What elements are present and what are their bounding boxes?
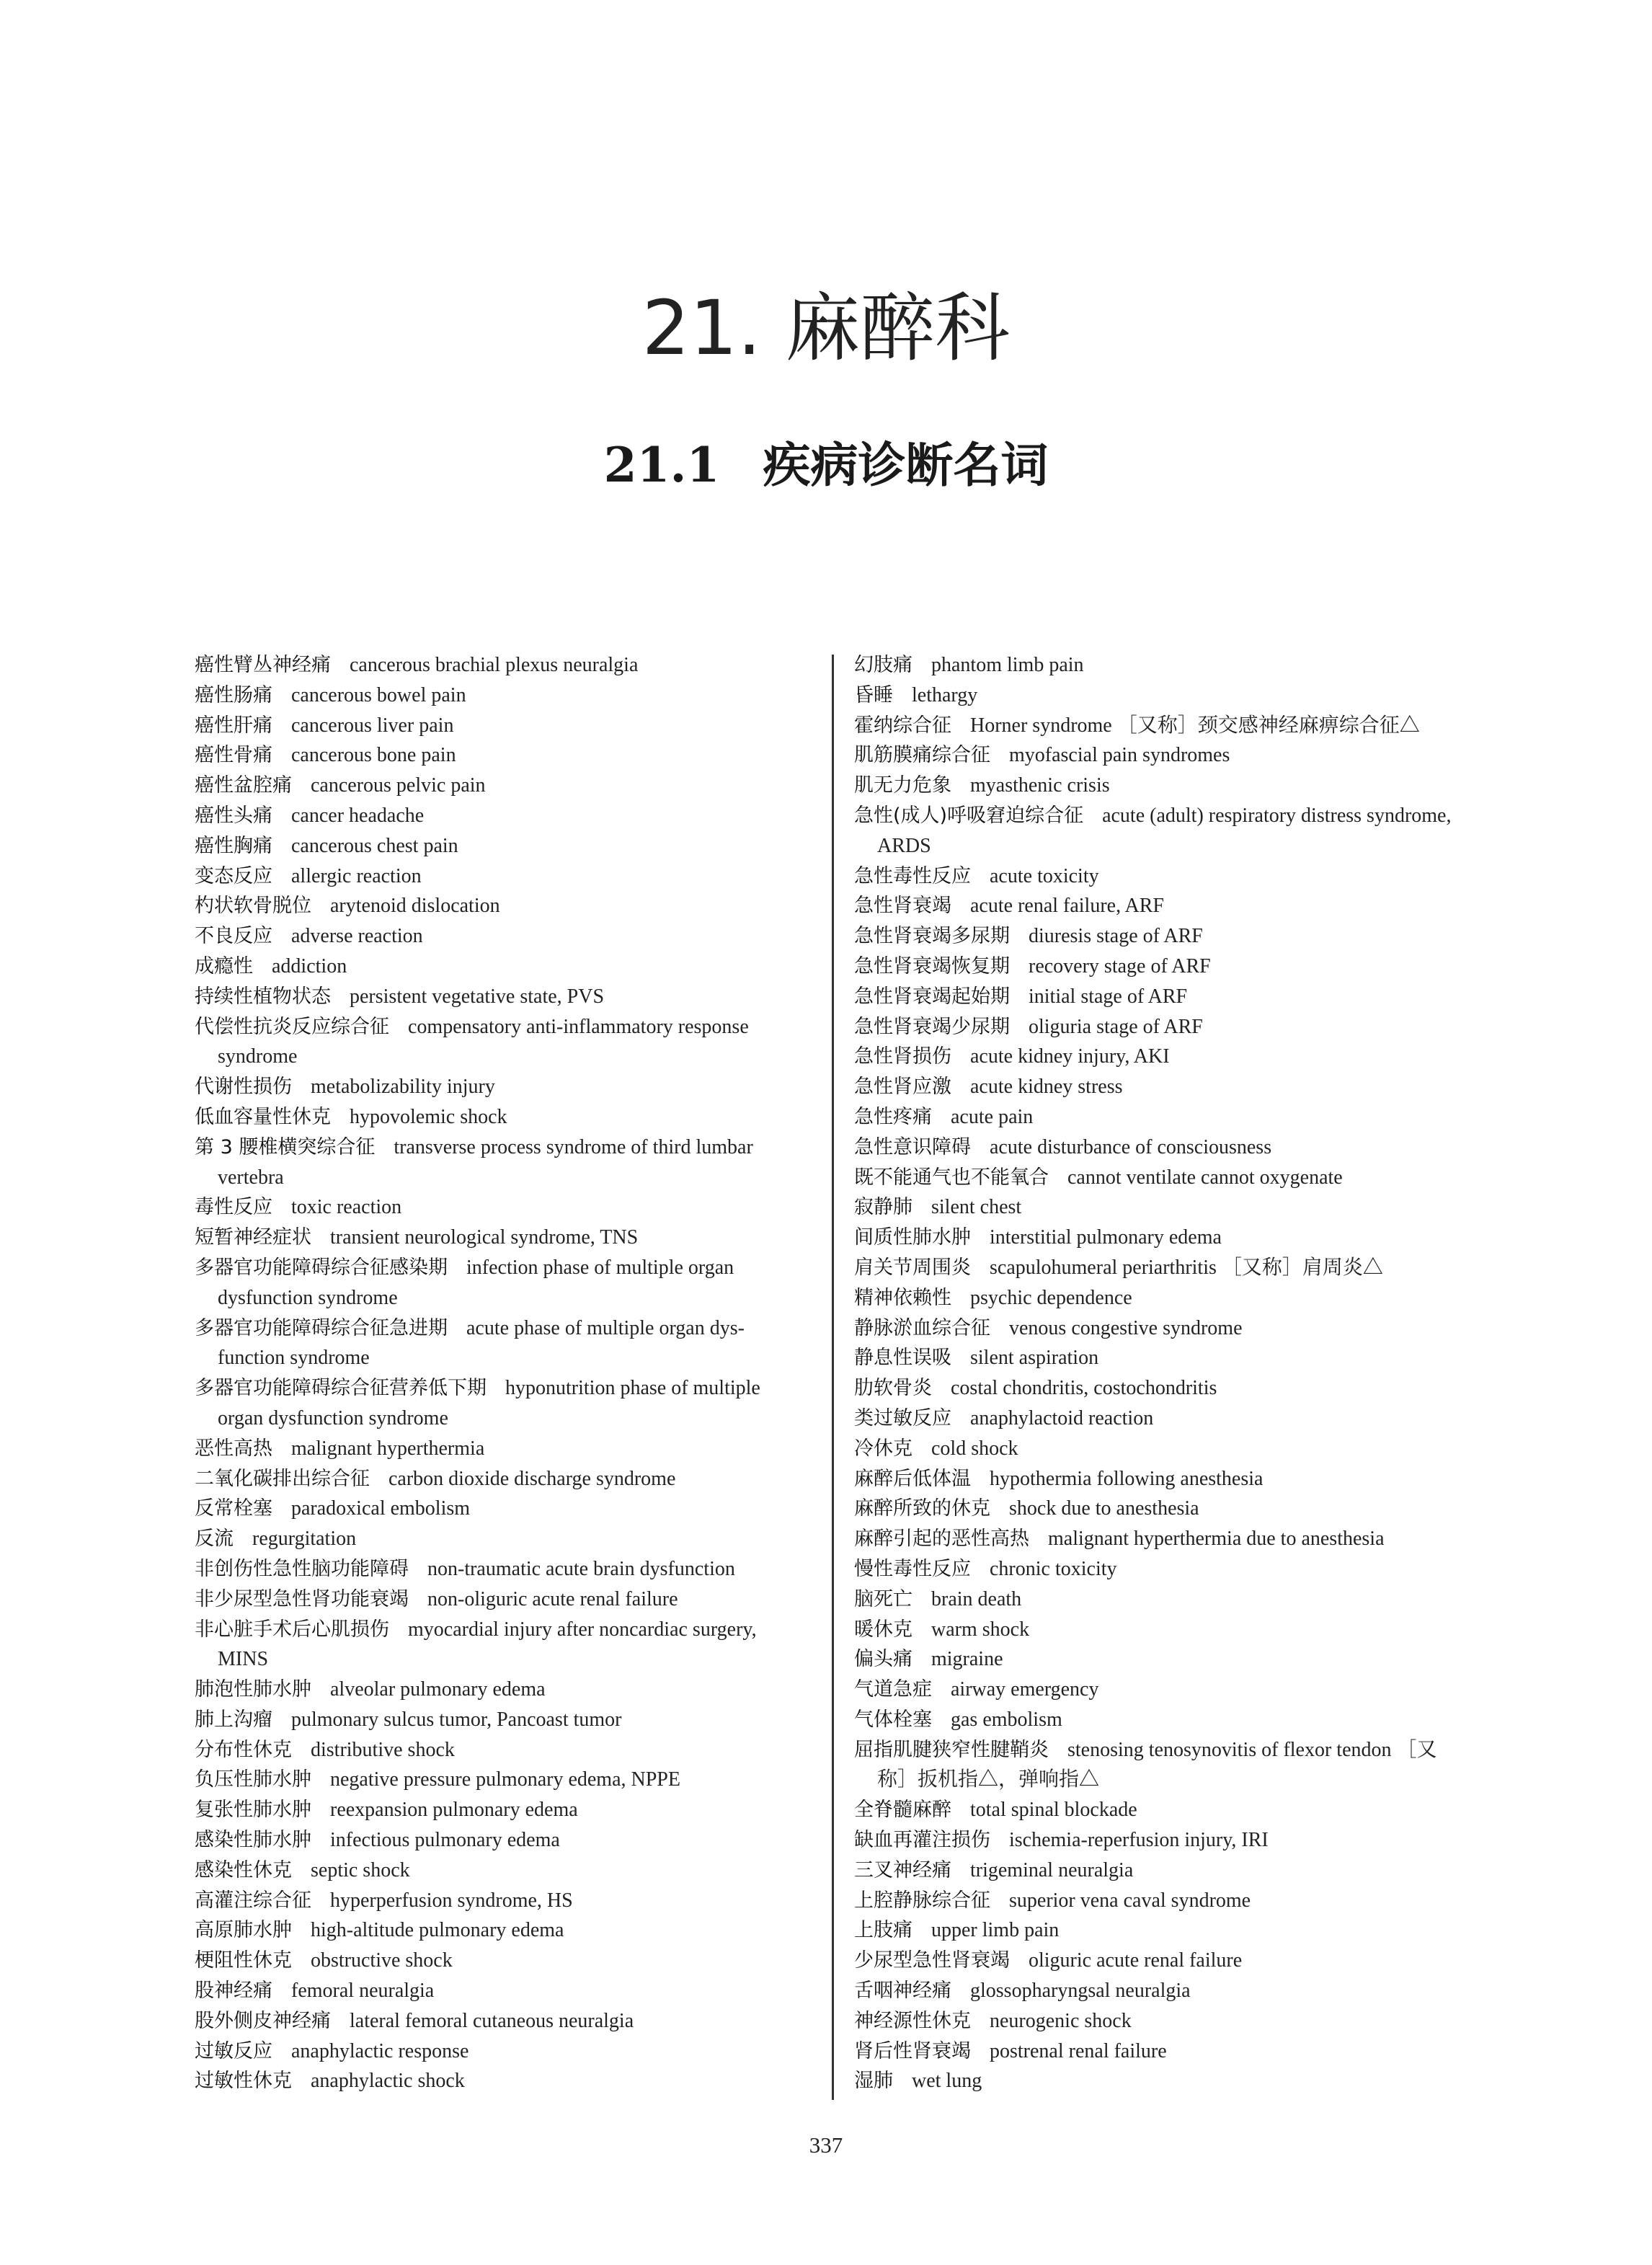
term-english: malignant hyperthermia (291, 1437, 485, 1460)
term-english: anaphylactic shock (311, 2070, 465, 2093)
term-english: recovery stage of ARF (1029, 954, 1211, 978)
term-chinese: 癌性骨痛 (195, 744, 272, 767)
term-entry (195, 2036, 816, 2067)
term-chinese: 全脊髓麻醉 (854, 1799, 951, 1822)
term-english: trigeminal neuralgia (970, 1858, 1134, 1881)
term-entry (854, 1253, 1488, 1283)
term-english: cancerous brachial plexus neuralgia (350, 654, 639, 676)
term-english: distributive shock (311, 1738, 455, 1761)
term-chinese: 类过敏反应 (854, 1406, 951, 1430)
term-english: non-traumatic acute brain dysfunction (427, 1557, 735, 1580)
term-entry (854, 1373, 1488, 1404)
term-english: toxic reaction (291, 1196, 402, 1219)
term-english: scapulohumeral periarthritis ［又称］肩周炎△ (990, 1256, 1383, 1279)
term-entry (854, 1554, 1488, 1584)
term-english: cancerous bone pain (291, 744, 456, 767)
section-title (0, 433, 1652, 497)
term-chinese: 急性肾衰竭恢复期 (854, 954, 1010, 978)
term-chinese: 昏睡 (854, 683, 893, 706)
term-entry (195, 1976, 816, 2006)
term-english: wet lung (912, 2070, 982, 2093)
term-english: warm shock (931, 1618, 1030, 1641)
term-english: anaphylactic response (291, 2039, 469, 2062)
term-english: pulmonary sulcus tumor, Pancoast tumor (291, 1708, 622, 1731)
term-chinese: 分布性休克 (195, 1738, 292, 1761)
term-entry (854, 1825, 1488, 1856)
term-chinese: 精神依赖性 (854, 1286, 951, 1309)
term-chinese: 股神经痛 (195, 1980, 272, 2003)
term-chinese: 高灌注综合征 (195, 1889, 311, 1912)
term-chinese: 缺血再灌注损伤 (854, 1829, 990, 1852)
term-chinese: 既不能通气也不能氧合 (854, 1166, 1049, 1189)
chapter-title: 21. 麻醉科 (641, 284, 1011, 372)
term-chinese: 上肢痛 (854, 1919, 912, 1942)
term-continuation-line (854, 831, 1488, 861)
term-english: costal chondritis, costochondritis (951, 1377, 1217, 1400)
term-entry (195, 861, 816, 892)
term-chinese: 复张性肺水肿 (195, 1799, 311, 1822)
term-entry (854, 1404, 1488, 1434)
term-entry (854, 2036, 1488, 2067)
term-chinese: 反常栓塞 (195, 1497, 272, 1520)
term-english: initial stage of ARF (1029, 985, 1188, 1008)
term-chinese: 舌咽神经痛 (854, 1980, 951, 2003)
term-english: hyperperfusion syndrome, HS (330, 1889, 573, 1912)
term-entry (195, 982, 816, 1012)
term-entry (195, 1946, 816, 1976)
term-continuation: syndrome (218, 1045, 298, 1068)
term-entry (195, 2066, 816, 2096)
term-entry (854, 1675, 1488, 1705)
term-chinese: 脑死亡 (854, 1587, 912, 1610)
term-continuation: ARDS (877, 834, 931, 857)
term-entry (854, 1163, 1488, 1193)
term-entry (195, 1886, 816, 1916)
term-english: hypothermia following anesthesia (990, 1467, 1264, 1490)
term-entry (195, 1705, 816, 1735)
term-entry (854, 1132, 1488, 1163)
term-chinese: 偏头痛 (854, 1648, 912, 1671)
term-chinese: 负压性肺水肿 (195, 1768, 311, 1791)
term-entry (195, 1132, 816, 1163)
term-english: psychic dependence (970, 1286, 1132, 1309)
term-chinese: 癌性臂丛神经痛 (195, 654, 331, 676)
term-english: acute toxicity (990, 864, 1099, 887)
term-english: superior vena caval syndrome (1009, 1889, 1251, 1912)
term-english: cancerous bowel pain (291, 683, 466, 706)
term-chinese: 暖休克 (854, 1618, 912, 1641)
term-english: chronic toxicity (990, 1557, 1117, 1580)
term-entry (854, 1313, 1488, 1344)
term-chinese: 反流 (195, 1528, 234, 1551)
term-entry (195, 1464, 816, 1494)
term-chinese: 三叉神经痛 (854, 1858, 951, 1881)
term-chinese: 肌筋膜痛综合征 (854, 744, 990, 767)
term-continuation: organ dysfunction syndrome (218, 1406, 448, 1430)
term-entry (854, 1012, 1488, 1042)
term-english: obstructive shock (311, 1949, 453, 1972)
term-chinese: 静脉淤血综合征 (854, 1316, 990, 1339)
term-chinese: 急性肾衰竭起始期 (854, 985, 1010, 1008)
term-chinese: 持续性植物状态 (195, 985, 331, 1008)
term-continuation-line (195, 1404, 816, 1434)
term-entry (195, 1192, 816, 1223)
term-entry (854, 861, 1488, 892)
term-english: upper limb pain (931, 1919, 1060, 1942)
term-entry (195, 1434, 816, 1464)
term-english: stenosing tenosynovitis of flexor tendon ［又 (1067, 1738, 1437, 1761)
term-english: transverse process syndrome of third lumbar (394, 1135, 753, 1158)
term-entry (195, 1223, 816, 1253)
term-entry (854, 1102, 1488, 1132)
term-entry (854, 1434, 1488, 1464)
term-english: myofascial pain syndromes (1009, 744, 1230, 767)
term-chinese: 急性肾衰竭多尿期 (854, 925, 1010, 948)
term-english: carbon dioxide discharge syndrome (388, 1467, 676, 1490)
term-continuation: 称］扳机指△，弹响指△ (877, 1768, 1100, 1791)
term-chinese: 霍纳综合征 (854, 714, 951, 737)
term-english: cannot ventilate cannot oxygenate (1067, 1166, 1343, 1189)
term-entry (195, 1735, 816, 1765)
term-chinese: 肋软骨炎 (854, 1377, 932, 1400)
term-english: interstitial pulmonary edema (990, 1226, 1222, 1249)
term-chinese: 急性肾损伤 (854, 1045, 951, 1068)
term-english: regurgitation (252, 1528, 357, 1551)
term-chinese: 杓状软骨脱位 (195, 895, 311, 918)
term-chinese: 少尿型急性肾衰竭 (854, 1949, 1010, 1972)
term-english: allergic reaction (291, 864, 422, 887)
term-entry (854, 650, 1488, 681)
term-continuation: function syndrome (218, 1347, 370, 1370)
term-entry (854, 1946, 1488, 1976)
term-english: hyponutrition phase of multiple (505, 1377, 760, 1400)
term-chinese: 慢性毒性反应 (854, 1557, 971, 1580)
term-chinese: 低血容量性休克 (195, 1105, 331, 1128)
term-continuation: MINS (218, 1648, 269, 1671)
term-entry (854, 771, 1488, 801)
term-english: paradoxical embolism (291, 1497, 471, 1520)
term-entry (854, 982, 1488, 1012)
term-chinese: 多器官功能障碍综合征急进期 (195, 1316, 448, 1339)
term-chinese: 麻醉所致的休克 (854, 1497, 990, 1520)
term-entry (854, 1192, 1488, 1223)
term-entry (854, 711, 1488, 741)
term-english: non-oliguric acute renal failure (427, 1587, 678, 1610)
term-entry (854, 1856, 1488, 1886)
term-english: acute renal failure, ARF (970, 895, 1165, 918)
term-chinese: 湿肺 (854, 2070, 893, 2093)
term-english: compensatory anti-inflammatory response (408, 1015, 749, 1038)
term-english: metabolizability injury (311, 1076, 495, 1099)
term-chinese: 肺上沟瘤 (195, 1708, 272, 1731)
term-entry (854, 1644, 1488, 1675)
term-continuation-line (195, 1644, 816, 1675)
term-chinese: 急性意识障碍 (854, 1135, 971, 1158)
term-entry (195, 2006, 816, 2036)
term-chinese: 静息性误吸 (854, 1347, 951, 1370)
term-continuation-line (854, 1765, 1488, 1795)
term-chinese: 急性肾衰竭 (854, 895, 951, 918)
term-entry (195, 771, 816, 801)
term-english: acute kidney injury, AKI (970, 1045, 1170, 1068)
term-chinese: 过敏反应 (195, 2039, 272, 2062)
term-chinese: 代偿性抗炎反应综合征 (195, 1015, 389, 1038)
term-english: cold shock (931, 1437, 1018, 1460)
term-english: airway emergency (951, 1678, 1099, 1701)
term-entry (854, 1042, 1488, 1072)
term-entry (195, 1524, 816, 1554)
term-english: high-altitude pulmonary edema (311, 1919, 564, 1942)
term-entry (195, 1373, 816, 1404)
term-chinese: 麻醉后低体温 (854, 1467, 971, 1490)
term-english: adverse reaction (291, 925, 423, 948)
term-entry (195, 1072, 816, 1102)
term-chinese: 麻醉引起的恶性高热 (854, 1528, 1029, 1551)
term-entry (854, 1705, 1488, 1735)
term-chinese: 二氧化碳排出综合征 (195, 1467, 370, 1490)
term-entry (854, 681, 1488, 711)
term-entry (195, 650, 816, 681)
term-chinese: 多器官功能障碍综合征营养低下期 (195, 1377, 487, 1400)
term-entry (195, 1615, 816, 1645)
term-english: cancer headache (291, 804, 425, 827)
term-chinese: 高原肺水肿 (195, 1919, 292, 1942)
term-english: diuresis stage of ARF (1029, 925, 1203, 948)
term-english: ischemia-reperfusion injury, IRI (1009, 1829, 1269, 1852)
left-column (195, 650, 816, 2096)
term-entry (195, 1765, 816, 1795)
term-english: oliguria stage of ARF (1029, 1015, 1203, 1038)
term-english: septic shock (311, 1858, 410, 1881)
term-chinese: 多器官功能障碍综合征感染期 (195, 1256, 448, 1279)
term-chinese: 肩关节周围炎 (854, 1256, 971, 1279)
term-entry (195, 1915, 816, 1946)
term-english: myasthenic crisis (970, 774, 1110, 797)
term-chinese: 不良反应 (195, 925, 272, 948)
section-name: 疾病诊断名词 (763, 437, 1049, 493)
term-chinese: 肾后性肾衰竭 (854, 2039, 971, 2062)
term-entry (195, 1584, 816, 1615)
term-chinese: 神经源性休克 (854, 2009, 971, 2032)
term-entry (854, 1915, 1488, 1946)
term-chinese: 急性毒性反应 (854, 864, 971, 887)
term-entry (195, 1795, 816, 1825)
term-entry (854, 1615, 1488, 1645)
term-english: reexpansion pulmonary edema (330, 1799, 578, 1822)
term-chinese: 非创伤性急性脑功能障碍 (195, 1557, 409, 1580)
term-continuation: vertebra (218, 1166, 284, 1189)
term-english: femoral neuralgia (291, 1980, 435, 2003)
term-entry (195, 1856, 816, 1886)
term-entry (195, 1825, 816, 1856)
term-english: persistent vegetative state, PVS (350, 985, 605, 1008)
term-entry (195, 711, 816, 741)
term-entry (854, 1494, 1488, 1524)
term-entry (195, 921, 816, 952)
term-chinese: 短暂神经症状 (195, 1226, 311, 1249)
term-chinese: 气道急症 (854, 1678, 932, 1701)
term-english: hypovolemic shock (350, 1105, 507, 1128)
term-continuation-line (195, 1042, 816, 1072)
term-english: silent chest (931, 1196, 1022, 1219)
term-chinese: 第 3 腰椎横突综合征 (195, 1135, 376, 1158)
term-english: migraine (931, 1648, 1003, 1671)
term-english: glossopharyngsal neuralgia (970, 1980, 1191, 2003)
term-entry (195, 1554, 816, 1584)
term-chinese: 肺泡性肺水肿 (195, 1678, 311, 1701)
term-chinese: 梗阻性休克 (195, 1949, 292, 1972)
term-entry (195, 740, 816, 771)
term-english: malignant hyperthermia due to anesthesia (1048, 1528, 1385, 1551)
term-english: myocardial injury after noncardiac surgery, (408, 1618, 757, 1641)
term-english: total spinal blockade (970, 1799, 1137, 1822)
term-entry (854, 740, 1488, 771)
term-chinese: 急性疼痛 (854, 1105, 932, 1128)
term-english: alveolar pulmonary edema (330, 1678, 546, 1701)
term-english: negative pressure pulmonary edema, NPPE (330, 1768, 680, 1791)
term-chinese: 感染性肺水肿 (195, 1829, 311, 1852)
term-entry (854, 921, 1488, 952)
term-entry (854, 1464, 1488, 1494)
term-chinese: 非心脏手术后心肌损伤 (195, 1618, 389, 1641)
term-entry (854, 1072, 1488, 1102)
term-chinese: 癌性肠痛 (195, 683, 272, 706)
term-entry (195, 1102, 816, 1132)
term-entry (195, 801, 816, 831)
term-entry (195, 831, 816, 861)
term-english: lethargy (912, 683, 978, 706)
term-entry (195, 1253, 816, 1283)
section-number: 21.1 (603, 437, 720, 493)
term-chinese: 癌性头痛 (195, 804, 272, 827)
term-entry (854, 1524, 1488, 1554)
term-entry (854, 1343, 1488, 1373)
term-english: addiction (272, 954, 347, 978)
term-chinese: 幻肢痛 (854, 654, 912, 676)
right-column (854, 650, 1488, 2096)
term-chinese: 过敏性休克 (195, 2070, 292, 2093)
term-chinese: 恶性高热 (195, 1437, 272, 1460)
term-english: neurogenic shock (990, 2009, 1132, 2032)
term-chinese: 急性肾应激 (854, 1076, 951, 1099)
term-chinese: 癌性盆腔痛 (195, 774, 292, 797)
term-english: transient neurological syndrome, TNS (330, 1226, 639, 1249)
term-chinese: 非少尿型急性肾功能衰竭 (195, 1587, 409, 1610)
term-entry (854, 2066, 1488, 2096)
term-entry (195, 952, 816, 982)
term-entry (195, 1313, 816, 1344)
term-english: acute pain (951, 1105, 1034, 1128)
term-english: Horner syndrome ［又称］颈交感神经麻痹综合征△ (970, 714, 1420, 737)
term-chinese: 代谢性损伤 (195, 1076, 292, 1099)
term-english: gas embolism (951, 1708, 1062, 1731)
term-chinese: 屈指肌腱狭窄性腱鞘炎 (854, 1738, 1049, 1761)
term-chinese: 癌性肝痛 (195, 714, 272, 737)
term-entry (854, 1584, 1488, 1615)
term-chinese: 股外侧皮神经痛 (195, 2009, 331, 2032)
term-english: venous congestive syndrome (1009, 1316, 1243, 1339)
term-english: cancerous chest pain (291, 834, 458, 857)
term-entry (854, 1283, 1488, 1313)
term-chinese: 成瘾性 (195, 954, 253, 978)
term-chinese: 寂静肺 (854, 1196, 912, 1219)
term-chinese: 急性肾衰竭少尿期 (854, 1015, 1010, 1038)
term-chinese: 感染性休克 (195, 1858, 292, 1881)
term-chinese: 间质性肺水肿 (854, 1226, 971, 1249)
term-english: silent aspiration (970, 1347, 1099, 1370)
term-english: anaphylactoid reaction (970, 1406, 1154, 1430)
term-english: infectious pulmonary edema (330, 1829, 560, 1852)
term-english: acute disturbance of consciousness (990, 1135, 1272, 1158)
term-english: infection phase of multiple organ (466, 1256, 734, 1279)
term-english: cancerous liver pain (291, 714, 454, 737)
term-entry (854, 1795, 1488, 1825)
term-entry (854, 1886, 1488, 1916)
term-chinese: 上腔静脉综合征 (854, 1889, 990, 1912)
term-chinese: 毒性反应 (195, 1196, 272, 1219)
term-english: acute kidney stress (970, 1076, 1123, 1099)
term-chinese: 急性(成人)呼吸窘迫综合征 (854, 804, 1084, 827)
term-english: oliguric acute renal failure (1029, 1949, 1243, 1972)
term-english: brain death (931, 1587, 1022, 1610)
term-chinese: 变态反应 (195, 864, 272, 887)
term-entry (195, 681, 816, 711)
term-english: shock due to anesthesia (1009, 1497, 1199, 1520)
term-entry (195, 1675, 816, 1705)
term-chinese: 气体栓塞 (854, 1708, 932, 1731)
term-entry (195, 1012, 816, 1042)
term-entry (854, 891, 1488, 921)
term-continuation-line (195, 1283, 816, 1313)
term-continuation-line (195, 1343, 816, 1373)
term-chinese: 癌性胸痛 (195, 834, 272, 857)
term-entry (195, 891, 816, 921)
term-english: phantom limb pain (931, 654, 1084, 676)
column-divider (832, 655, 834, 2100)
term-entry (854, 952, 1488, 982)
term-english: lateral femoral cutaneous neuralgia (350, 2009, 634, 2032)
page-number: 337 (809, 2132, 843, 2158)
term-entry (854, 801, 1488, 831)
term-entry (854, 2006, 1488, 2036)
term-entry (854, 1223, 1488, 1253)
term-entry (854, 1735, 1488, 1765)
term-chinese: 肌无力危象 (854, 774, 951, 797)
term-english: arytenoid dislocation (330, 895, 500, 918)
term-english: postrenal renal failure (990, 2039, 1167, 2062)
term-english: acute phase of multiple organ dys- (466, 1316, 745, 1339)
term-entry (195, 1494, 816, 1524)
term-english: cancerous pelvic pain (311, 774, 486, 797)
term-chinese: 冷休克 (854, 1437, 912, 1460)
term-english: acute (adult) respiratory distress syndrome, (1102, 804, 1452, 827)
term-entry (854, 1976, 1488, 2006)
term-continuation: dysfunction syndrome (218, 1286, 398, 1309)
term-continuation-line (195, 1163, 816, 1193)
